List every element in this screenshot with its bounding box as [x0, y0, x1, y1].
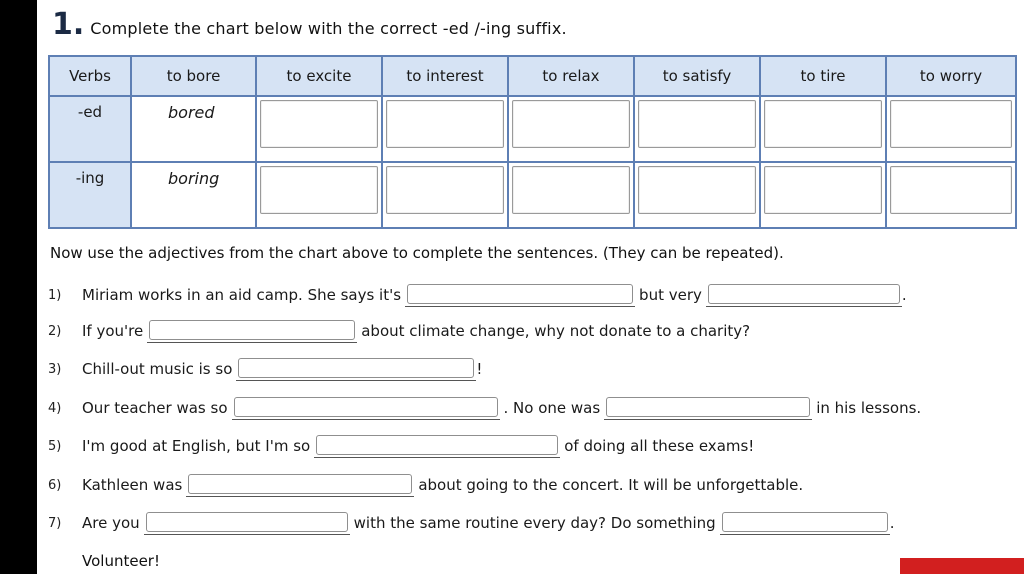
- answer-box-ed-excite[interactable]: [260, 100, 378, 148]
- answer-blank[interactable]: [720, 512, 890, 535]
- sentence-text: If you're: [82, 322, 144, 340]
- sentence-number: 1): [48, 287, 62, 303]
- sentence-end: .: [901, 286, 907, 304]
- sentence-text: but very: [639, 286, 702, 304]
- trailing-word: Volunteer!: [82, 552, 160, 570]
- row-label-ed: -ed: [49, 96, 131, 162]
- sentence-text: Our teacher was so: [82, 399, 228, 417]
- sentence-text: about going to the concert. It will be unforgettable.: [418, 476, 804, 494]
- answer-box-ing-worry[interactable]: [890, 166, 1012, 214]
- answer-blank[interactable]: [314, 435, 560, 458]
- answer-blank[interactable]: [232, 397, 500, 420]
- header-to-satisfy: to satisfy: [634, 56, 760, 96]
- sentence-4: [48, 395, 925, 421]
- header-to-bore: to bore: [131, 56, 256, 96]
- sentence-text: Are you: [82, 514, 140, 532]
- header-to-excite: to excite: [256, 56, 382, 96]
- sentence-text: in his lessons.: [816, 399, 922, 417]
- bottom-red-strip: [900, 558, 1024, 574]
- example-bored: bored: [131, 96, 256, 162]
- sentence-number: 6): [48, 477, 62, 493]
- answer-box-ing-satisfy[interactable]: [638, 166, 756, 214]
- left-black-bar: [0, 0, 37, 574]
- header-verbs: Verbs: [49, 56, 131, 96]
- sentence-text: I'm good at English, but I'm so: [82, 437, 311, 455]
- exercise-header: [52, 7, 567, 42]
- chart-header-row: [49, 56, 1016, 96]
- header-to-worry: to worry: [886, 56, 1016, 96]
- sentence-7: [48, 510, 894, 536]
- sentence-end: .: [889, 514, 895, 532]
- sentence-number: 2): [48, 323, 62, 339]
- answer-box-ing-interest[interactable]: [386, 166, 504, 214]
- sentence-text: Miriam works in an aid camp. She says it's: [82, 286, 402, 304]
- exercise-title: Complete the chart below with the correct -ed /-ing suffix.: [90, 19, 567, 38]
- instruction-text: Now use the adjectives from the chart above to complete the sentences. (They can be repeated).: [50, 244, 784, 262]
- answer-blank[interactable]: [186, 474, 414, 497]
- sentence-number: 5): [48, 438, 62, 454]
- sentence-text: of doing all these exams!: [564, 437, 755, 455]
- answer-blank[interactable]: [405, 284, 635, 307]
- header-to-relax: to relax: [508, 56, 634, 96]
- answer-box-ing-tire[interactable]: [764, 166, 882, 214]
- answer-box-ed-worry[interactable]: [890, 100, 1012, 148]
- sentence-2: [48, 318, 754, 344]
- chart-row-ing: [49, 162, 1016, 228]
- answer-box-ed-interest[interactable]: [386, 100, 504, 148]
- answer-box-ed-satisfy[interactable]: [638, 100, 756, 148]
- sentence-text: about climate change, why not donate to a charity?: [361, 322, 751, 340]
- sentence-6: [48, 472, 807, 498]
- answer-box-ing-excite[interactable]: [260, 166, 378, 214]
- answer-box-ing-relax[interactable]: [512, 166, 630, 214]
- exercise-number: 1.: [52, 7, 85, 42]
- suffix-chart: [48, 55, 1017, 229]
- answer-box-ed-tire[interactable]: [764, 100, 882, 148]
- sentence-text: . No one was: [503, 399, 601, 417]
- answer-blank[interactable]: [706, 284, 902, 307]
- sentence-text: Kathleen was: [82, 476, 183, 494]
- sentence-end: !: [476, 360, 483, 378]
- answer-blank[interactable]: [604, 397, 812, 420]
- sentence-3: [48, 356, 482, 382]
- sentence-number: 4): [48, 400, 62, 416]
- sentence-number: 7): [48, 515, 62, 531]
- header-to-interest: to interest: [382, 56, 508, 96]
- sentence-text: with the same routine every day? Do something: [353, 514, 716, 532]
- sentence-1: [48, 282, 907, 308]
- chart-row-ed: [49, 96, 1016, 162]
- sentence-number: 3): [48, 361, 62, 377]
- sentence-5: [48, 433, 758, 459]
- answer-box-ed-relax[interactable]: [512, 100, 630, 148]
- answer-blank[interactable]: [236, 358, 476, 381]
- answer-blank[interactable]: [144, 512, 350, 535]
- header-to-tire: to tire: [760, 56, 886, 96]
- row-label-ing: -ing: [49, 162, 131, 228]
- answer-blank[interactable]: [147, 320, 357, 343]
- sentence-text: Chill-out music is so: [82, 360, 233, 378]
- example-boring: boring: [131, 162, 256, 228]
